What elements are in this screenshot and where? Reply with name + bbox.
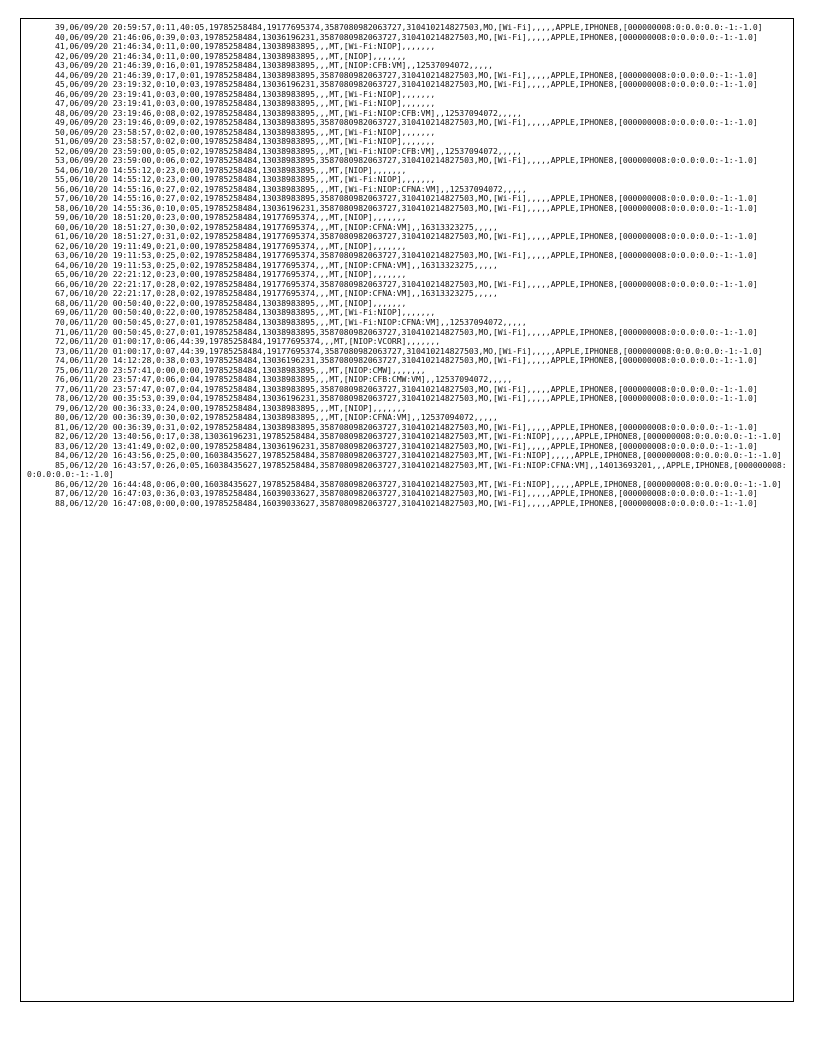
call-record-line: 66,06/10/20 22:21:17,0:28,0:02,19785258484,19177695374,3587080982063727,310410214827503,MO,[Wi-Fi],,,,,APPLE,IPHONE8,[000000008:0:0.0:0.0:-1:-1.0] (55, 278, 758, 289)
call-record-line: 53,06/09/20 23:59:00,0:06,0:02,19785258484,13038983895,3587080982063727,310410214827503,MO,[Wi-Fi],,,,,APPLE,IPHONE8,[000000008:0:0.0:0.0:-1:-1.0] (55, 155, 758, 166)
call-record-line: 67,06/10/20 22:21:17,0:28,0:02,19785258484,19177695374,,,MT,[NIOP:CFNA:VM],,16313323275,,,,, (55, 288, 498, 299)
call-record-line: 55,06/10/20 14:55:12,0:23,0:00,19785258484,13038983895,,,MT,[Wi-Fi:NIOP],,,,,,, (55, 174, 436, 185)
call-record-line: 39,06/09/20 20:59:57,0:11,40:05,19785258484,19177695374,3587080982063727,310410214827503,MO,[Wi-Fi],,,,,APPLE,IPHONE8,[000000008:0:0.0:0.0:-1:-1.0] (55, 22, 763, 32)
call-record-line: 43,06/09/20 21:46:39,0:16,0:01,19785258484,13038983895,,,MT,[NIOP:CFB:VM],,12537094072,,,,, (55, 60, 493, 71)
call-record-line: 59,06/10/20 18:51:20,0:23,0:00,19785258484,19177695374,,,MT,[NIOP],,,,,,, (55, 212, 407, 223)
call-record-line: 81,06/12/20 00:36:39,0:31,0:02,19785258484,13038983895,3587080982063727,310410214827503,MO,[Wi-Fi],,,,,APPLE,IPHONE8,[000000008:0:0.0:0.0:-1:-1.0] (55, 421, 758, 432)
call-record-line: 47,06/09/20 23:19:41,0:03,0:00,19785258484,13038983895,,,MT,[Wi-Fi:NIOP],,,,,,, (55, 98, 436, 109)
call-record-line: 87,06/12/20 16:47:03,0:36,0:03,19785258484,16039033627,3587080982063727,310410214827503,MO,[Wi-Fi],,,,,APPLE,IPHONE8,[000000008:0:0.0:0.0:-1:-1.0] (55, 488, 758, 499)
call-record-line: 45,06/09/20 23:19:32,0:10,0:03,19785258484,13036196231,3587080982063727,310410214827503,MO,[Wi-Fi],,,,,APPLE,IPHONE8,[000000008:0:0.0:0.0:-1:-1.0] (55, 79, 758, 90)
call-record-line: 50,06/09/20 23:58:57,0:02,0:00,19785258484,13038983895,,,MT,[Wi-Fi:NIOP],,,,,,, (55, 126, 436, 137)
call-record-line: 44,06/09/20 21:46:39,0:17,0:01,19785258484,13038983895,3587080982063727,310410214827503,MO,[Wi-Fi],,,,,APPLE,IPHONE8,[000000008:0:0.0:0.0:-1:-1.0] (55, 69, 758, 80)
call-record-line: 83,06/12/20 13:41:49,0:02,0:00,19785258484,13036196231,3587080982063727,310410214827503,MO,[Wi-Fi],,,,,APPLE,IPHONE8,[000000008:0:0.0:0.0:-1:-1.0] (55, 440, 758, 451)
call-record-line: 85,06/12/20 16:43:57,0:26,0:05,16038435627,19785258484,3587080982063727,310410214827503,MT,[Wi-Fi:NIOP:CFNA:VM],,14013693201,,,APPLE,IPHONE8,[000000008:0:0.0:0.0:-1:-1.0] (27, 459, 787, 480)
call-record-line: 52,06/09/20 23:59:00,0:05,0:02,19785258484,13038983895,,,MT,[Wi-Fi:NIOP:CFB:VM],,12537094072,,,,, (55, 145, 522, 156)
call-record-line: 63,06/10/20 19:11:53,0:25,0:02,19785258484,19177695374,3587080982063727,310410214827503,MO,[Wi-Fi],,,,,APPLE,IPHONE8,[000000008:0:0.0:0.0:-1:-1.0] (55, 250, 758, 261)
call-record-line: 82,06/12/20 13:40:56,0:17,0:38,13036196231,19785258484,3587080982063727,310410214827503,MT,[Wi-Fi:NIOP],,,,,APPLE,IPHONE8,[000000008:0:0.0:0.0:-1:-1.0] (55, 431, 782, 442)
call-record-line: 42,06/09/20 21:46:34,0:11,0:00,19785258484,13038983895,,,MT,[NIOP],,,,,,, (55, 50, 407, 61)
call-record-line: 70,06/11/20 00:50:45,0:27,0:01,19785258484,13038983895,,,MT,[Wi-Fi:NIOP:CFNA:VM],,12537094072,,,,, (55, 316, 527, 327)
document-page (20, 18, 794, 1002)
call-record-line: 73,06/11/20 01:00:17,0:07,44:39,19785258484,19177695374,3587080982063727,310410214827503,MO,[Wi-Fi],,,,,APPLE,IPHONE8,[000000008:0:0.0:0.0:-1:-1.0] (55, 345, 763, 356)
call-record-line: 56,06/10/20 14:55:16,0:27,0:02,19785258484,13038983895,,,MT,[Wi-Fi:NIOP:CFNA:VM],,12537094072,,,,, (55, 183, 527, 194)
call-record-line: 77,06/11/20 23:57:47,0:07,0:04,19785258484,13038983895,3587080982063727,310410214827503,MO,[Wi-Fi],,,,,APPLE,IPHONE8,[000000008:0:0.0:0.0:-1:-1.0] (55, 383, 758, 394)
call-record-line: 62,06/10/20 19:11:49,0:21,0:00,19785258484,19177695374,,,MT,[NIOP],,,,,,, (55, 240, 407, 251)
call-record-line: 65,06/10/20 22:21:12,0:23,0:00,19785258484,19177695374,,,MT,[NIOP],,,,,,, (55, 269, 407, 280)
call-record-line: 69,06/11/20 00:50:40,0:22,0:00,19785258484,13038983895,,,MT,[Wi-Fi:NIOP],,,,,,, (55, 307, 436, 318)
call-record-line: 46,06/09/20 23:19:41,0:03,0:00,19785258484,13038983895,,,MT,[Wi-Fi:NIOP],,,,,,, (55, 88, 436, 99)
call-record-line: 79,06/12/20 00:36:33,0:24,0:00,19785258484,13038983895,,,MT,[NIOP],,,,,,, (55, 402, 407, 413)
call-record-line: 75,06/11/20 23:57:41,0:00,0:00,19785258484,13038983895,,,MT,[NIOP:CMW],,,,,,, (55, 364, 426, 375)
call-record-line: 60,06/10/20 18:51:27,0:30,0:02,19785258484,19177695374,,,MT,[NIOP:CFNA:VM],,16313323275,,,,, (55, 221, 498, 232)
call-record-line: 58,06/10/20 14:55:36,0:10,0:05,19785258484,13036196231,3587080982063727,310410214827503,MO,[Wi-Fi],,,,,APPLE,IPHONE8,[000000008:0:0.0:0.0:-1:-1.0] (55, 202, 758, 213)
call-record-line: 64,06/10/20 19:11:53,0:25,0:02,19785258484,19177695374,,,MT,[NIOP:CFNA:VM],,16313323275,,,,, (55, 259, 498, 270)
call-record-line: 72,06/11/20 01:00:17,0:06,44:39,19785258484,19177695374,,,MT,[NIOP:VCORR],,,,,,, (55, 336, 441, 347)
call-record-line: 71,06/11/20 00:50:45,0:27,0:01,19785258484,13038983895,3587080982063727,310410214827503,MO,[Wi-Fi],,,,,APPLE,IPHONE8,[000000008:0:0.0:0.0:-1:-1.0] (55, 326, 758, 337)
call-record-line: 84,06/12/20 16:43:56,0:25,0:00,16038435627,19785258484,3587080982063727,310410214827503,MT,[Wi-Fi:NIOP],,,,,APPLE,IPHONE8,[000000008:0:0.0:0.0:-1:-1.0] (55, 450, 782, 461)
call-record-line: 78,06/12/20 00:35:53,0:39,0:04,19785258484,13036196231,3587080982063727,310410214827503,MO,[Wi-Fi],,,,,APPLE,IPHONE8,[000000008:0:0.0:0.0:-1:-1.0] (55, 393, 758, 404)
call-record-line: 40,06/09/20 21:46:06,0:39,0:03,19785258484,13036196231,3587080982063727,310410214827503,MO,[Wi-Fi],,,,,APPLE,IPHONE8,[000000008:0:0.0:0.0:-1:-1.0] (55, 31, 758, 42)
call-record-line: 68,06/11/20 00:50:40,0:22,0:00,19785258484,13038983895,,,MT,[NIOP],,,,,,, (55, 297, 407, 308)
call-record-line: 48,06/09/20 23:19:46,0:08,0:02,19785258484,13038983895,,,MT,[Wi-Fi:NIOP:CFB:VM],,12537094072,,,,, (55, 107, 522, 118)
call-record-line: 74,06/11/20 14:12:28,0:38,0:03,19785258484,13036196231,3587080982063727,310410214827503,MO,[Wi-Fi],,,,,APPLE,IPHONE8,[000000008:0:0.0:0.0:-1:-1.0] (55, 355, 758, 366)
call-record-line: 54,06/10/20 14:55:12,0:23,0:00,19785258484,13038983895,,,MT,[NIOP],,,,,,, (55, 164, 407, 175)
call-record-line: 49,06/09/20 23:19:46,0:09,0:02,19785258484,13038983895,3587080982063727,310410214827503,MO,[Wi-Fi],,,,,APPLE,IPHONE8,[000000008:0:0.0:0.0:-1:-1.0] (55, 117, 758, 128)
call-record-line: 57,06/10/20 14:55:16,0:27,0:02,19785258484,13038983895,3587080982063727,310410214827503,MO,[Wi-Fi],,,,,APPLE,IPHONE8,[000000008:0:0.0:0.0:-1:-1.0] (55, 193, 758, 204)
call-record-line: 41,06/09/20 21:46:34,0:11,0:00,19785258484,13038983895,,,MT,[Wi-Fi:NIOP],,,,,,, (55, 41, 436, 52)
call-record-line: 88,06/12/20 16:47:08,0:00,0:00,19785258484,16039033627,3587080982063727,310410214827503,MO,[Wi-Fi],,,,,APPLE,IPHONE8,[000000008:0:0.0:0.0:-1:-1.0] (55, 497, 758, 508)
call-record-line: 61,06/10/20 18:51:27,0:31,0:02,19785258484,19177695374,3587080982063727,310410214827503,MO,[Wi-Fi],,,,,APPLE,IPHONE8,[000000008:0:0.0:0.0:-1:-1.0] (55, 231, 758, 242)
call-record-list (27, 23, 787, 508)
call-record-line: 80,06/12/20 00:36:39,0:30,0:02,19785258484,13038983895,,,MT,[NIOP:CFNA:VM],,12537094072,,,,, (55, 412, 498, 423)
call-record-line: 86,06/12/20 16:44:48,0:06,0:00,16038435627,19785258484,3587080982063727,310410214827503,MT,[Wi-Fi:NIOP],,,,,APPLE,IPHONE8,[000000008:0:0.0:0.0:-1:-1.0] (55, 478, 782, 489)
call-record-line: 51,06/09/20 23:58:57,0:02,0:00,19785258484,13038983895,,,MT,[Wi-Fi:NIOP],,,,,,, (55, 136, 436, 147)
call-record-line: 76,06/11/20 23:57:47,0:06,0:04,19785258484,13038983895,,,MT,[NIOP:CFB:CMW:VM],,12537094072,,,,, (55, 374, 513, 385)
